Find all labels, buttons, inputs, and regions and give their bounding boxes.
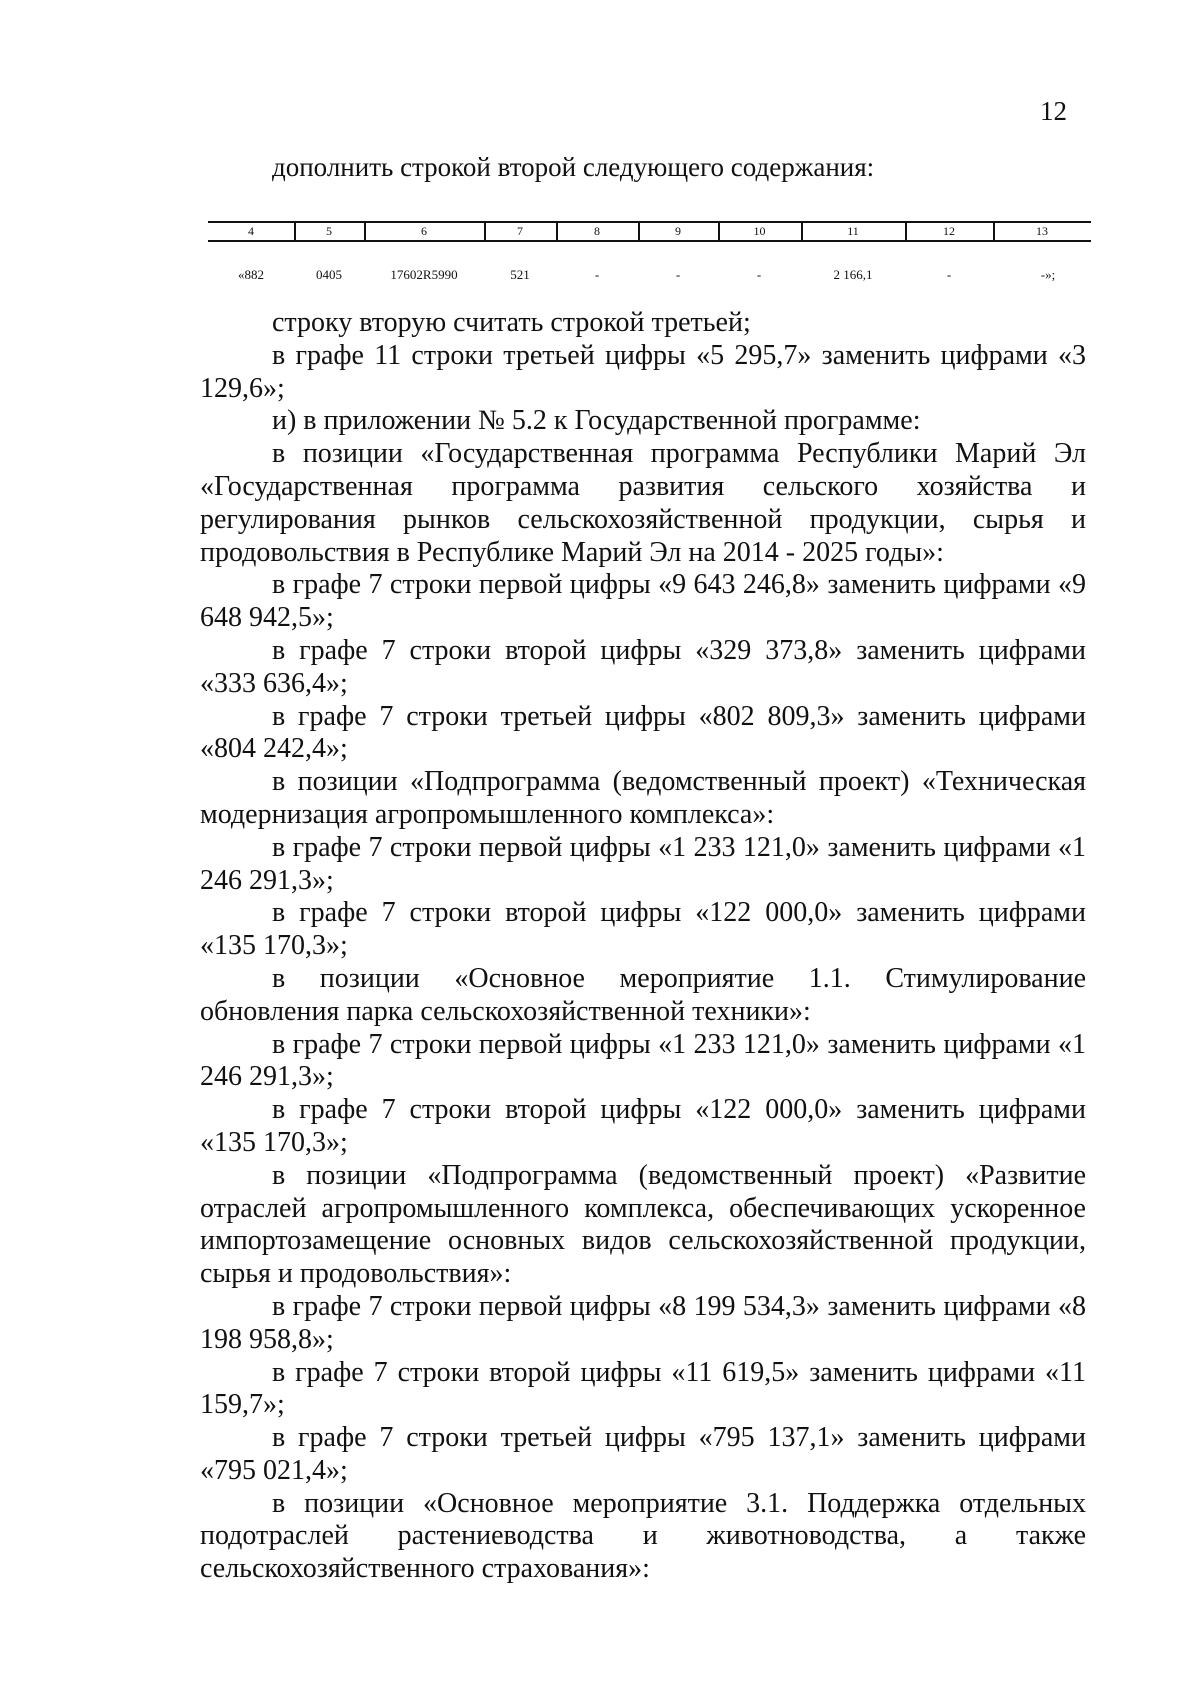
table-header-cell: 9 (675, 224, 681, 238)
table-header-cell: 10 (753, 224, 766, 238)
paragraph: в графе 7 строки второй цифры «329 373,8» заменить цифрами «333 636,4»; (200, 634, 1086, 699)
document-body (200, 307, 1086, 1586)
paragraph: в позиции «Государственная программа Республики Марий Эл «Государственная программа развития сельского хозяйства и регулирования рынков сельскохозяйственной продукции, сырья и продовольствия в Республике Марий Эл на 2014 - 2025 годы»: (200, 438, 1086, 568)
paragraph: в графе 7 строки первой цифры «8 199 534,3» заменить цифрами «8 198 958,8»; (200, 1290, 1086, 1355)
table-header-cell: 5 (326, 224, 332, 238)
table-header-cell: 12 (943, 224, 955, 238)
table-header-cell: 7 (517, 224, 523, 238)
table-row-cell: 0405 (316, 267, 342, 282)
paragraph: в графе 7 строки второй цифры «122 000,0» заменить цифрами «135 170,3»; (200, 1094, 1086, 1158)
paragraph: в позиции «Подпрограмма (ведомственный проект) «Техническая модернизация агропромышленного комплекса»: (200, 766, 1086, 830)
table-row-cell: 521 (510, 267, 530, 282)
table-row-cell: 17602R5990 (390, 267, 458, 282)
paragraph: в графе 7 строки третьей цифры «795 137,1» заменить цифрами «795 021,4»; (200, 1422, 1086, 1486)
paragraph: в графе 7 строки второй цифры «122 000,0» заменить цифрами «135 170,3»; (200, 897, 1086, 962)
paragraph: в графе 7 строки первой цифры «9 643 246,8» заменить цифрами «9 648 942,5»; (200, 569, 1086, 634)
page-number: 12 (1040, 96, 1067, 126)
table-row-cell: -»; (1040, 267, 1056, 282)
intro-line: дополнить строкой второй следующего содержания: (272, 152, 875, 182)
paragraph: в позиции «Основное мероприятие 3.1. Поддержка отдельных подотраслей растениеводства и животноводства, а также сельскохозяйственного страхования»: (200, 1487, 1086, 1585)
paragraph: в графе 7 строки первой цифры «1 233 121,0» заменить цифрами «1 246 291,3»; (200, 1028, 1086, 1093)
paragraph: в графе 7 строки второй цифры «11 619,5» заменить цифрами «11 159,7»; (200, 1356, 1086, 1421)
table-row-cell: - (756, 267, 762, 282)
paragraph: в графе 7 строки третьей цифры «802 809,3» заменить цифрами «804 242,4»; (200, 700, 1086, 765)
paragraph: в графе 7 строки первой цифры «1 233 121,0» заменить цифрами «1 246 291,3»; (200, 831, 1086, 896)
table-row-cell: - (675, 267, 681, 282)
paragraph: строку вторую считать строкой третьей; (272, 307, 751, 338)
table-header-cell: 6 (421, 224, 427, 238)
table-row-cell: - (594, 267, 600, 282)
table-header-cell: 11 (847, 224, 859, 238)
table-header-cell: 8 (594, 224, 600, 238)
table-header-cell: 13 (1036, 224, 1048, 238)
paragraph: в позиции «Основное мероприятие 1.1. Стимулирование обновления парка сельскохозяйственной техники»: (200, 962, 1086, 1027)
table-bottom-rule (208, 240, 1091, 242)
table-row-cell: - (946, 267, 952, 282)
table-row-cell: «882 (238, 267, 264, 282)
paragraph: в позиции «Подпрограмма (ведомственный проект) «Развитие отраслей агропромышленного комплекса, обеспечивающих ускоренное импортозамещение основных видов сельскохозяйственной продукции, сырья и продовольствия»: (200, 1159, 1086, 1290)
table-header-cell: 4 (248, 224, 254, 238)
paragraph: и) в приложении № 5.2 к Государственной программе: (272, 405, 921, 437)
paragraph: в графе 11 строки третьей цифры «5 295,7» заменить цифрами «3 129,6»; (200, 339, 1086, 404)
table-row-cell: 2 166,1 (833, 267, 873, 282)
